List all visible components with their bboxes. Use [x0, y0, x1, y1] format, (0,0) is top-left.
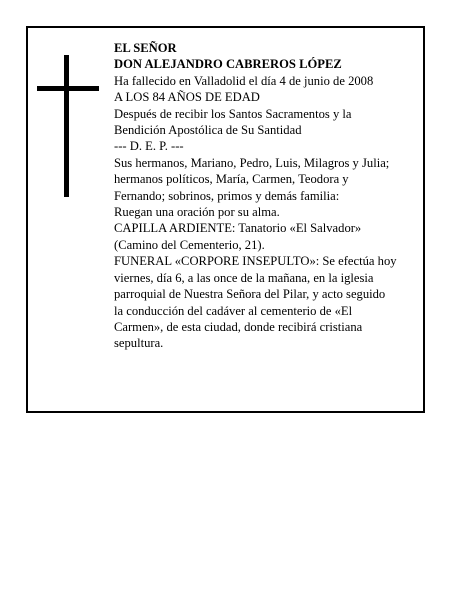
funeral-line-6: sepultura.: [114, 336, 164, 351]
funeral-line-4: la conducción del cadáver al cementerio de «El: [114, 303, 353, 318]
funeral-line-3: parroquial de Nuestra Señora del Pilar, y acto seguido: [114, 287, 386, 302]
family-line-1: Sus hermanos, Mariano, Pedro, Luis, Milagros y Julia;: [114, 155, 390, 170]
age-line: A LOS 84 AÑOS DE EDAD: [114, 90, 260, 105]
prayer-line: Ruegan una oración por su alma.: [114, 205, 280, 220]
cross-icon: [37, 55, 99, 197]
sacraments-line-2: Bendición Apostólica de Su Santidad: [114, 123, 302, 138]
sacraments-line-1: Después de recibir los Santos Sacramentos y la: [114, 106, 352, 121]
chapel-line-1: CAPILLA ARDIENTE: Tanatorio «El Salvador»: [114, 221, 362, 236]
family-line-2: hermanos políticos, María, Carmen, Teodora y: [114, 172, 349, 187]
chapel-line-2: (Camino del Cementerio, 21).: [114, 237, 265, 252]
funeral-line-1: FUNERAL «CORPORE INSEPULTO»: Se efectúa hoy: [114, 254, 397, 269]
cross-horizontal-bar: [37, 86, 99, 91]
funeral-line-2: viernes, día 6, a las once de la mañana, en la iglesia: [114, 270, 374, 285]
rip-line: --- D. E. P. ---: [114, 139, 184, 154]
deceased-name: DON ALEJANDRO CABREROS LÓPEZ: [114, 57, 342, 72]
death-line: Ha fallecido en Valladolid el día 4 de junio de 2008: [114, 73, 374, 88]
funeral-line-5: Carmen», de esta ciudad, donde recibirá cristiana: [114, 319, 363, 334]
family-line-3: Fernando; sobrinos, primos y demás familia:: [114, 188, 340, 203]
obituary-notice: [26, 26, 425, 413]
cross-vertical-bar: [64, 55, 69, 197]
notice-title: EL SEÑOR: [114, 41, 177, 55]
obituary-text: [114, 40, 425, 352]
